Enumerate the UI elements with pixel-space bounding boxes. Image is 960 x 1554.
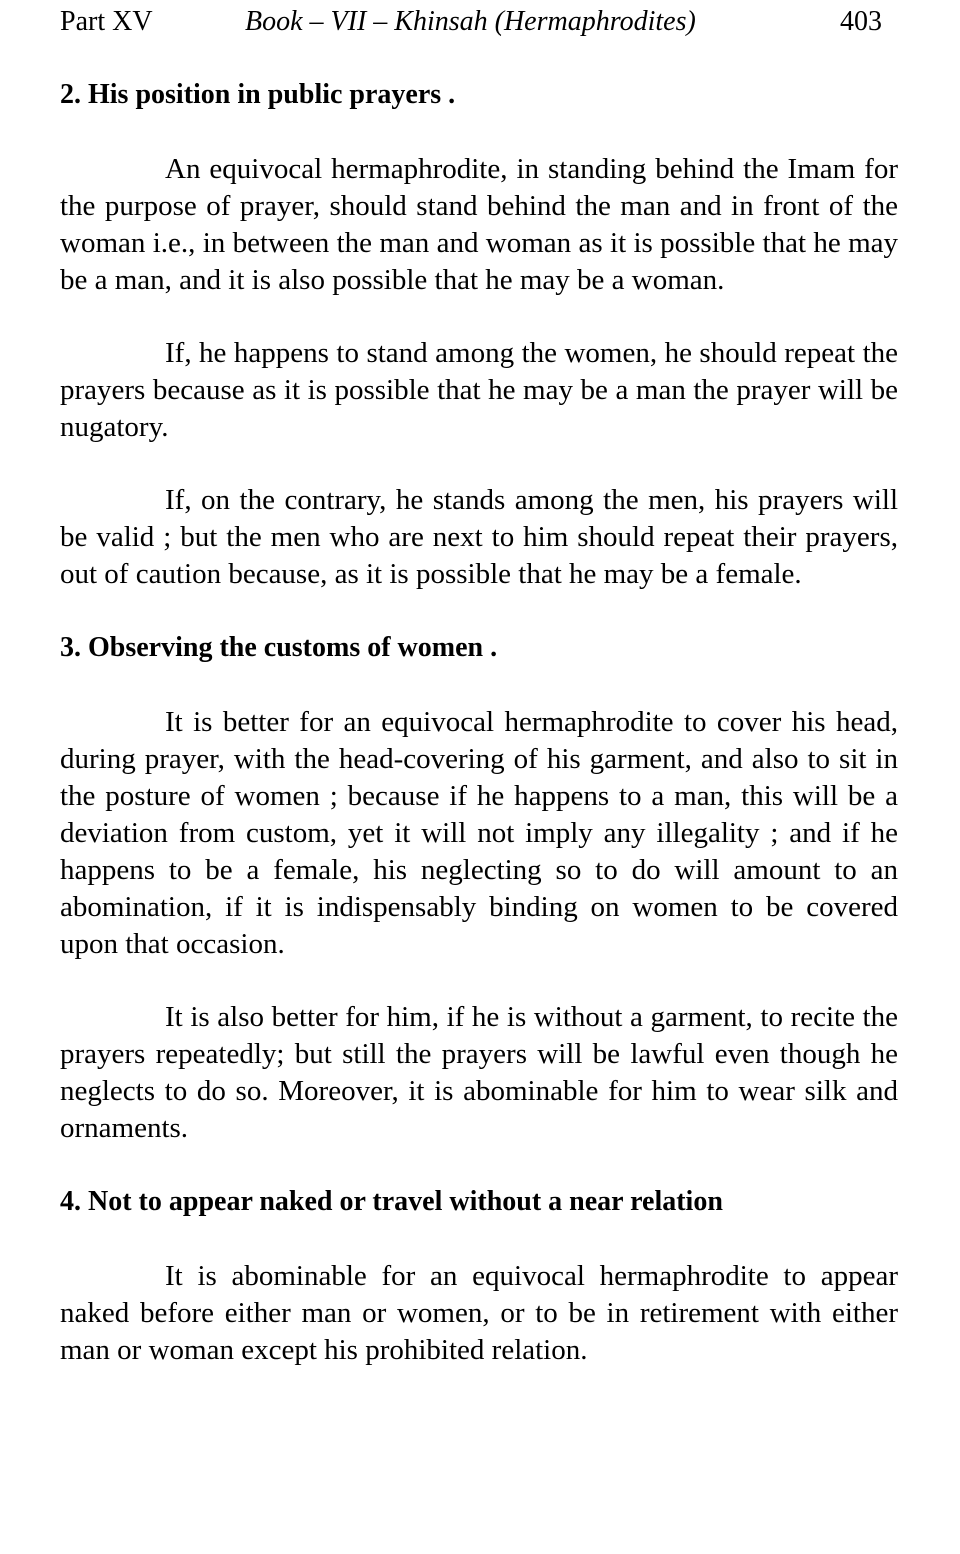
part-label: Part XV <box>60 6 153 37</box>
section-customs-of-women <box>60 629 898 1147</box>
section-heading: 2. His position in public prayers . <box>60 79 456 110</box>
paragraph: If, he happens to stand among the women, he should repeat the prayers because as it is possible that he may be a man the prayer will be nugatory. <box>60 337 898 443</box>
section-heading: 4. Not to appear naked or travel without a near relation <box>60 1186 723 1217</box>
paragraph: It is abominable for an equivocal hermaphrodite to appear naked before either man or women, or to be in retirement with either man or woman except his prohibited relation. <box>60 1260 898 1366</box>
section-heading: 3. Observing the customs of women . <box>60 632 498 663</box>
paragraph: An equivocal hermaphrodite, in standing behind the Imam for the purpose of prayer, should stand behind the man and in front of the woman i.e., in between the man and woman as it is possible that he may be a man, and it is also possible that he may be a woman. <box>60 153 898 296</box>
paragraph: It is better for an equivocal hermaphrodite to cover his head, during prayer, with the head-covering of his garment, and also to sit in the posture of women ; because if he happens to a man, this will be a deviation from custom, yet it will not imply any illegality ; and if he happens to be a female, his neglecting so to do will amount to an abomination, if it is indispensably binding on women to be covered upon that occasion. <box>60 706 898 960</box>
paragraph: It is also better for him, if he is without a garment, to recite the prayers repeatedly; but still the prayers will be lawful even though he neglects to do so. Moreover, it is abominable for him to wear silk and ornaments. <box>60 1001 898 1144</box>
page-body <box>60 76 898 1405</box>
section-position-in-prayers <box>60 76 898 593</box>
book-title: Book – VII – Khinsah (Hermaphrodites) <box>245 6 696 37</box>
section-not-appear-naked <box>60 1183 898 1369</box>
paragraph: If, on the contrary, he stands among the men, his prayers will be valid ; but the men who are next to him should repeat their prayers, out of caution because, as it is possible that he may be a female. <box>60 484 898 590</box>
page-number: 403 <box>840 6 882 37</box>
running-header <box>60 4 882 40</box>
